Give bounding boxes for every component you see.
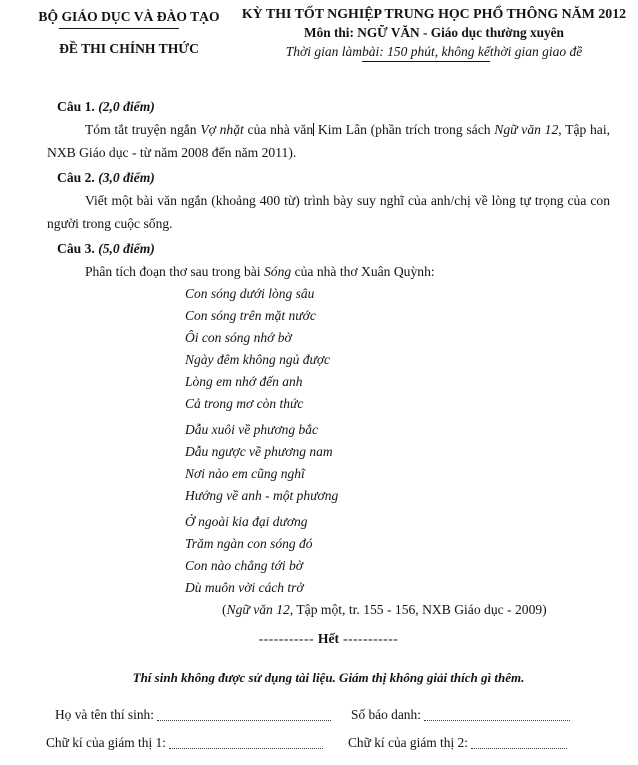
end-label: Hết bbox=[317, 631, 340, 646]
poem-line: Nơi nào em cũng nghĩ bbox=[185, 466, 305, 481]
duration-underlined-part: bài: 150 phút, không kể bbox=[362, 43, 490, 62]
end-separator bbox=[47, 627, 610, 650]
proctor1-label: Chữ kí của giám thị 1: bbox=[46, 735, 166, 750]
question-1-heading bbox=[57, 95, 610, 118]
q3-text: Phân tích đoạn thơ sau trong bài bbox=[85, 264, 264, 279]
q3-text: của nhà thơ Xuân Quỳnh: bbox=[291, 264, 435, 279]
proctor2-signature-field bbox=[348, 734, 567, 752]
q1-text: , Tập hai, NXB Giáo dục - từ năm 2008 đến năm 2011). bbox=[47, 122, 611, 160]
exam-notice: Thí sinh không được sử dụng tài liệu. Giám thị không giải thích gì thêm. bbox=[132, 670, 525, 685]
question-2-heading bbox=[57, 166, 610, 189]
ministry-underline-rule bbox=[59, 28, 179, 29]
poem-line: Ở ngoài kia đại dương bbox=[185, 514, 308, 529]
poem-line: Con nào chẳng tới bờ bbox=[185, 558, 303, 573]
candidate-number-field bbox=[351, 706, 570, 724]
exam-title: KỲ THI TỐT NGHIỆP TRUNG HỌC PHỔ THÔNG NĂM 2012 bbox=[241, 7, 627, 22]
q1-book-title: Ngữ văn 12 bbox=[494, 122, 559, 137]
separator-dashes-left: ----------- bbox=[258, 631, 315, 646]
official-exam-label: ĐỀ THI CHÍNH THỨC bbox=[59, 41, 199, 56]
ministry-title: BỘ GIÁO DỤC VÀ ĐÀO TẠO bbox=[38, 9, 220, 24]
header-left-block bbox=[30, 8, 228, 56]
duration-suffix: thời gian giao đề bbox=[489, 44, 583, 59]
q1-text: Kim Lân (phần trích trong sách bbox=[314, 122, 495, 137]
poem-stanza-1 bbox=[185, 283, 610, 415]
poem-line: Ngày đêm không ngủ được bbox=[185, 352, 331, 367]
poem-line: Trăm ngàn con sóng đó bbox=[185, 536, 313, 551]
poem-song-excerpt bbox=[185, 283, 610, 599]
question-1-body bbox=[47, 118, 610, 164]
candidate-number-fill-line bbox=[424, 706, 570, 721]
poem-line: Hướng về anh - một phương bbox=[185, 488, 339, 503]
question-2-label: Câu 2. bbox=[57, 170, 95, 185]
question-3-label: Câu 3. bbox=[57, 241, 95, 256]
question-3-body bbox=[47, 260, 610, 283]
poem-stanza-3 bbox=[185, 511, 610, 599]
exam-content bbox=[47, 95, 610, 689]
candidate-number-label: Số báo danh: bbox=[351, 707, 421, 722]
question-2-points: (3,0 điểm) bbox=[98, 170, 155, 185]
duration-line bbox=[233, 43, 635, 62]
candidate-name-field bbox=[55, 706, 331, 724]
proctor2-fill-line bbox=[471, 734, 567, 749]
subject-line: Môn thi: NGỮ VĂN - Giáo dục thường xuyên bbox=[304, 25, 564, 40]
citation-book-title: Ngữ văn 12 bbox=[226, 602, 290, 617]
q1-text: của nhà văn bbox=[243, 122, 314, 137]
question-3-points: (5,0 điểm) bbox=[98, 241, 155, 256]
citation-text: , Tập một, tr. 155 - 156, NXB Giáo dục - 2009) bbox=[289, 602, 547, 617]
poem-line: Dẫu ngược về phương nam bbox=[185, 444, 333, 459]
proctor1-signature-field bbox=[46, 734, 323, 752]
question-2-body: Viết một bài văn ngắn (khoảng 400 từ) trình bày suy nghĩ của anh/chị về lòng tự trọng của con người trong cuộc sống. bbox=[47, 193, 610, 231]
poem-line: Dù muôn vời cách trở bbox=[185, 580, 304, 595]
citation-text: ( bbox=[222, 602, 227, 617]
poem-line: Ôi con sóng nhớ bờ bbox=[185, 330, 292, 345]
poem-citation bbox=[222, 599, 610, 621]
question-3-heading bbox=[57, 237, 610, 260]
question-1-points: (2,0 điểm) bbox=[98, 99, 155, 114]
question-1-label: Câu 1. bbox=[57, 99, 95, 114]
candidate-name-fill-line bbox=[157, 706, 331, 721]
separator-dashes-right: ----------- bbox=[342, 631, 399, 646]
poem-line: Dẫu xuôi về phương bắc bbox=[185, 422, 319, 437]
poem-line: Con sóng dưới lòng sâu bbox=[185, 286, 315, 301]
header-right-block bbox=[233, 6, 635, 62]
q3-poem-title: Sóng bbox=[263, 264, 292, 279]
proctor1-fill-line bbox=[169, 734, 323, 749]
q1-text: Tóm tắt truyện ngắn bbox=[85, 122, 201, 137]
proctor2-label: Chữ kí của giám thị 2: bbox=[348, 735, 468, 750]
q1-work-title: Vợ nhặt bbox=[200, 122, 244, 137]
poem-line: Lòng em nhớ đến anh bbox=[185, 374, 303, 389]
poem-line: Cả trong mơ còn thức bbox=[185, 396, 304, 411]
poem-stanza-2 bbox=[185, 419, 610, 507]
poem-line: Con sóng trên mặt nước bbox=[185, 308, 316, 323]
duration-prefix: Thời gian làm bbox=[285, 44, 363, 59]
candidate-name-label: Họ và tên thí sinh: bbox=[55, 707, 154, 722]
